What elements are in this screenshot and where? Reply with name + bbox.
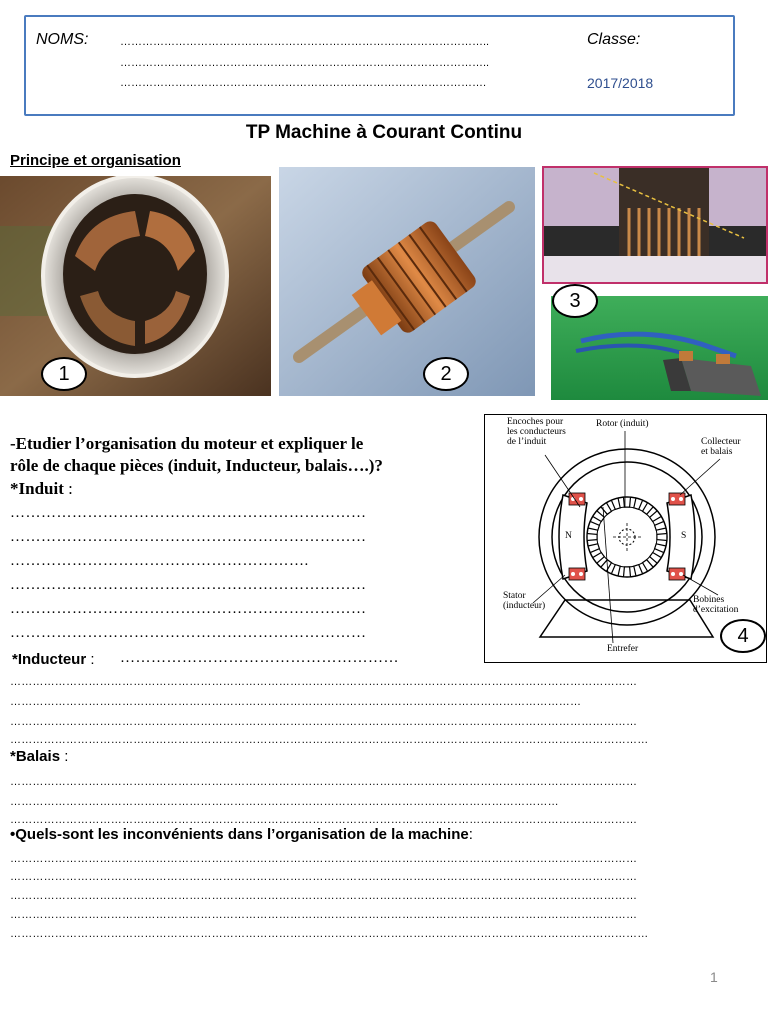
asterisk-mark: * [12,651,18,668]
inducteur-answer-line-4[interactable]: ……………………………………………………………………………………………………………………………………………………… [10,734,649,746]
balais-answer-line-3[interactable]: …………………………………………………………………………………………………………………………………………………… [10,814,638,826]
rotor-tooth [655,544,666,553]
collector-photo [542,166,768,284]
rotor-tooth [643,503,654,515]
balais-answer-line-2[interactable]: ………………………………………………………………………………………………………………………………… [10,796,559,808]
inconvenients-answer-line-3[interactable]: …………………………………………………………………………………………………………………………………………………… [10,890,638,902]
noms-dots-3: ………………………………………………………………………………………. [120,77,487,89]
inducteur-answer-line-3[interactable]: …………………………………………………………………………………………………………………………………………………… [10,716,638,728]
label-stator: Stator (inducteur) [503,591,546,611]
rotor-tooth [601,503,612,515]
inconvenients-answer-line-2[interactable]: …………………………………………………………………………………………………………………………………………………… [10,871,638,883]
school-year: 2017/2018 [587,75,654,91]
label-s: S [681,531,687,541]
rotor-tooth [588,521,599,530]
inducteur-answer-line-2[interactable]: ……………………………………………………………………………………………………………………………………… [10,696,582,708]
rotor-tooth [624,497,631,507]
inconvenients-heading: •Quels-sont les inconvénients dans l’organisation de la machine: [10,826,473,843]
rotor-tooth [634,498,643,509]
rotor-tooth [655,521,666,530]
asterisk-mark: * [10,479,19,498]
badge-3: 3 [552,284,598,318]
label-encoches: Encoches pour les conducteurs de l’induit [507,417,566,447]
induit-answer-line-1[interactable]: …………………………………………………………… [10,505,367,521]
induit-answer-line-3[interactable]: …………………………………………………. [10,553,309,569]
inconvenients-answer-line-1[interactable]: …………………………………………………………………………………………………………………………………………………… [10,853,638,865]
induit-heading: *Induit : [10,479,73,498]
induit-answer-line-4[interactable]: …………………………………………………………… [10,577,367,593]
label-rotor: Rotor (induit) [596,419,649,429]
question-line-1: -Etudier l’organisation du moteur et expliquer le [10,434,364,453]
page-number: 1 [710,969,718,985]
rotor-tooth [588,544,599,553]
induit-answer-line-5[interactable]: …………………………………………………………… [10,601,367,617]
rotor-tooth [643,560,654,572]
induit-answer-line-6[interactable]: …………………………………………………………… [10,625,367,641]
noms-dots-2: ……………………………………………………………………………………….. [120,57,490,69]
rotor-tooth [601,560,612,572]
rotor-tooth [593,553,605,564]
badge-1: 1 [41,357,87,391]
bullet-mark: • [10,826,16,843]
inducteur-heading: *Inducteur : [12,651,95,668]
label-entrefer: Entrefer [607,644,639,654]
rotor-tooth [611,565,620,576]
rotor-tooth [587,534,597,541]
question-line-2: rôle de chaque pièces (induit, Inducteur, balais….)? [10,456,383,475]
balais-heading: *Balais : [10,748,69,765]
noms-dots-1: ……………………………………………………………………………………….. [120,36,490,48]
label-collecteur: Collecteur et balais [701,437,741,457]
rotor-tooth [650,553,662,564]
inconvenients-answer-line-5[interactable]: ……………………………………………………………………………………………………………………………………………………… [10,928,649,940]
label-bobines: Bobines d’excitation [693,595,739,615]
rotor-tooth [657,534,667,541]
stator-photo [0,176,271,396]
inducteur-inline-dots[interactable]: ……………………………………………… [120,650,399,666]
badge-4: 4 [720,619,766,653]
rotor-tooth [593,511,605,522]
inducteur-answer-line-1[interactable]: …………………………………………………………………………………………………………………………………………………… [10,676,638,688]
balais-answer-line-1[interactable]: …………………………………………………………………………………………………………………………………………………… [10,776,638,788]
badge-2: 2 [423,357,469,391]
noms-label: NOMS: [36,31,89,48]
label-n: N [565,531,572,541]
section-subtitle: Principe et organisation [10,152,181,169]
induit-answer-line-2[interactable]: …………………………………………………………… [10,529,367,545]
rotor-tooth [624,567,631,577]
rotor-photo [279,167,535,396]
bullet-mark: - [10,434,16,453]
classe-label: Classe: [587,31,641,48]
rotor-tooth [634,565,643,576]
page-title: TP Machine à Courant Continu [245,122,523,143]
asterisk-mark: * [10,748,16,765]
rotor-tooth [650,511,662,522]
rotor-tooth [611,498,620,509]
inconvenients-answer-line-4[interactable]: …………………………………………………………………………………………………………………………………………………… [10,909,638,921]
